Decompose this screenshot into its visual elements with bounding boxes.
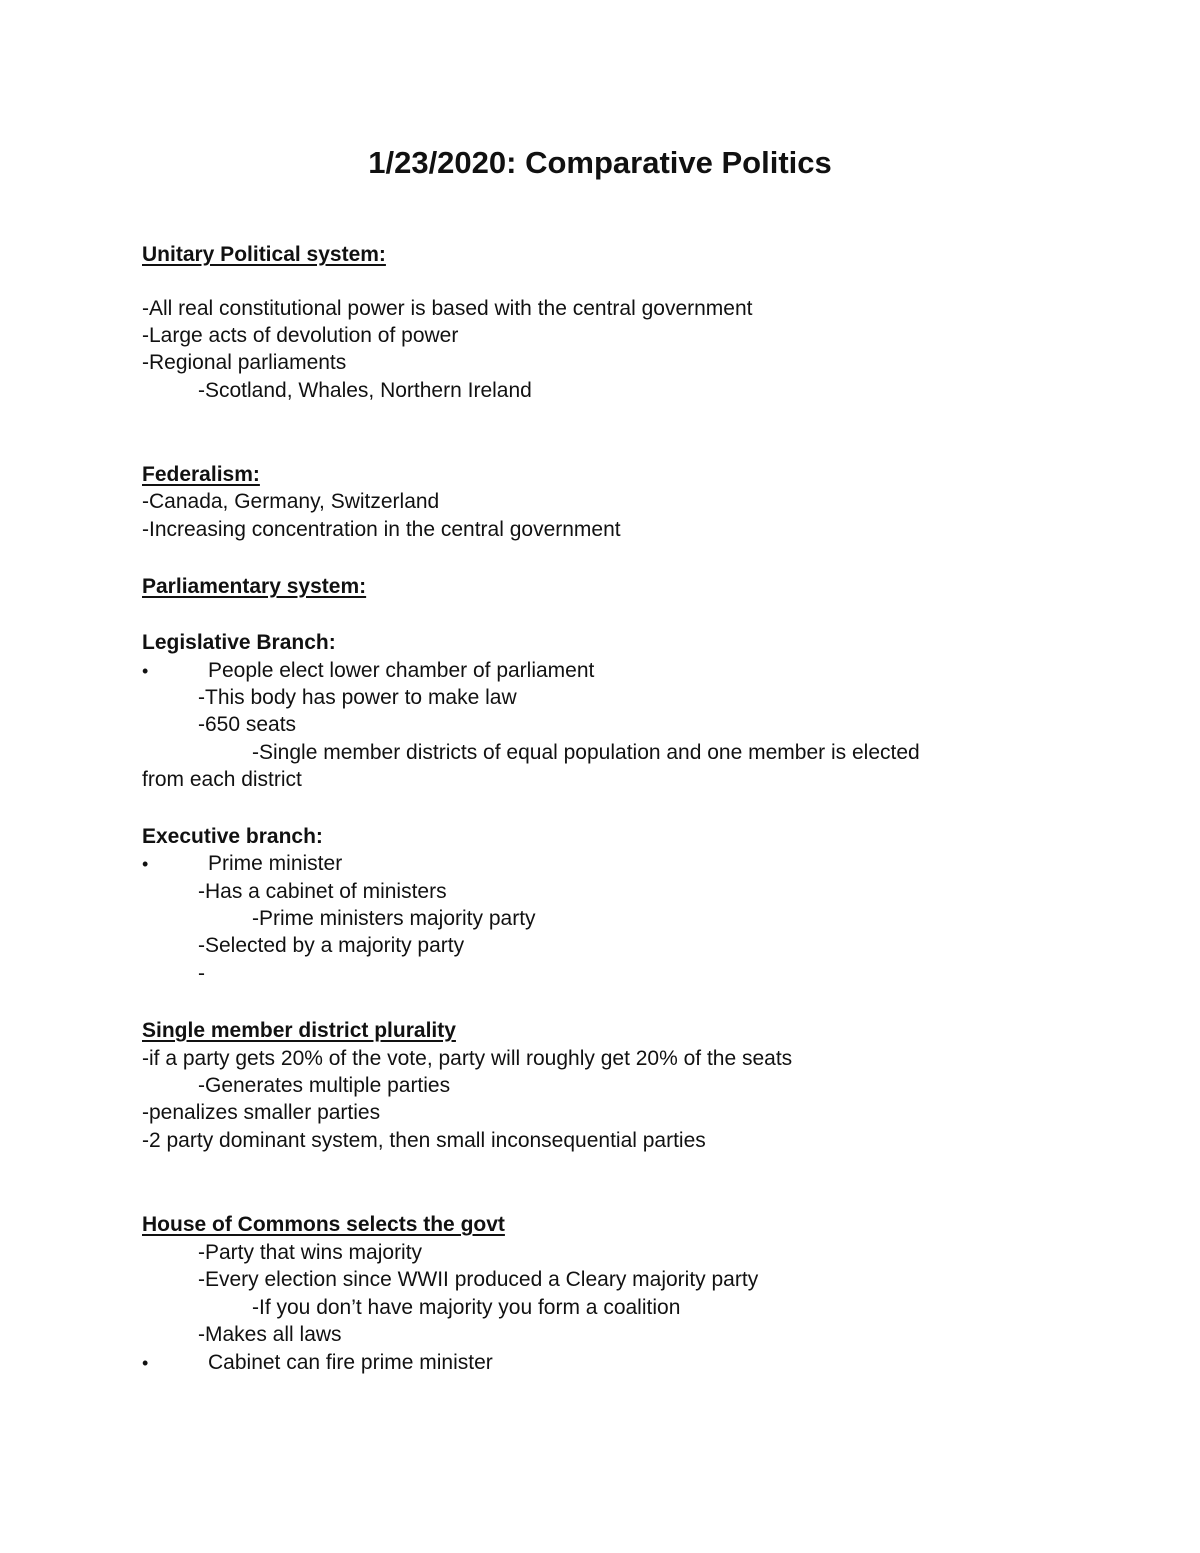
smd-line-3: -penalizes smaller parties — [142, 1101, 381, 1124]
legislative-bullet-text: People elect lower chamber of parliament — [208, 659, 595, 682]
federalism-line-1: -Canada, Germany, Switzerland — [142, 490, 440, 513]
executive-line-4: - — [198, 962, 205, 985]
commons-line-4: -Makes all laws — [198, 1323, 342, 1346]
executive-line-3: -Selected by a majority party — [198, 934, 465, 957]
unitary-heading: Unitary Political system: — [142, 243, 386, 266]
smd-line-4: -2 party dominant system, then small inconsequential parties — [142, 1129, 706, 1152]
commons-bullet-text: Cabinet can fire prime minister — [208, 1351, 493, 1374]
legislative-line-1: -This body has power to make law — [198, 686, 517, 709]
federalism-heading: Federalism: — [142, 463, 260, 486]
unitary-line-3: -Regional parliaments — [142, 351, 347, 374]
executive-line-2: -Prime ministers majority party — [252, 907, 536, 930]
legislative-line-3: -Single member districts of equal population and one member is elected — [252, 741, 920, 764]
commons-line-1: -Party that wins majority — [198, 1241, 423, 1264]
commons-line-3: -If you don’t have majority you form a coalition — [252, 1296, 681, 1319]
unitary-line-1: -All real constitutional power is based with the central government — [142, 297, 753, 320]
smd-heading: Single member district plurality — [142, 1019, 456, 1042]
unitary-line-4: -Scotland, Whales, Northern Ireland — [198, 379, 532, 402]
legislative-line-2: -650 seats — [198, 713, 297, 736]
bullet-icon: • — [142, 854, 149, 874]
legislative-heading: Legislative Branch: — [142, 631, 336, 654]
commons-heading: House of Commons selects the govt — [142, 1213, 505, 1236]
commons-line-2: -Every election since WWII produced a Cleary majority party — [198, 1268, 759, 1291]
federalism-line-2: -Increasing concentration in the central government — [142, 518, 621, 541]
legislative-line-4: from each district — [142, 768, 302, 791]
parliamentary-heading: Parliamentary system: — [142, 575, 367, 598]
unitary-line-2: -Large acts of devolution of power — [142, 324, 459, 347]
executive-bullet-text: Prime minister — [208, 852, 343, 875]
executive-bullet-item — [142, 850, 342, 878]
commons-bullet-item — [142, 1349, 493, 1377]
executive-line-1: -Has a cabinet of ministers — [198, 880, 447, 903]
executive-heading: Executive branch: — [142, 825, 323, 848]
bullet-icon: • — [142, 1353, 149, 1373]
bullet-icon: • — [142, 661, 149, 681]
smd-line-1: -if a party gets 20% of the vote, party will roughly get 20% of the seats — [142, 1047, 793, 1070]
legislative-bullet-item — [142, 657, 594, 685]
page-title: 1/23/2020: Comparative Politics — [368, 145, 832, 180]
smd-line-2: -Generates multiple parties — [198, 1074, 451, 1097]
